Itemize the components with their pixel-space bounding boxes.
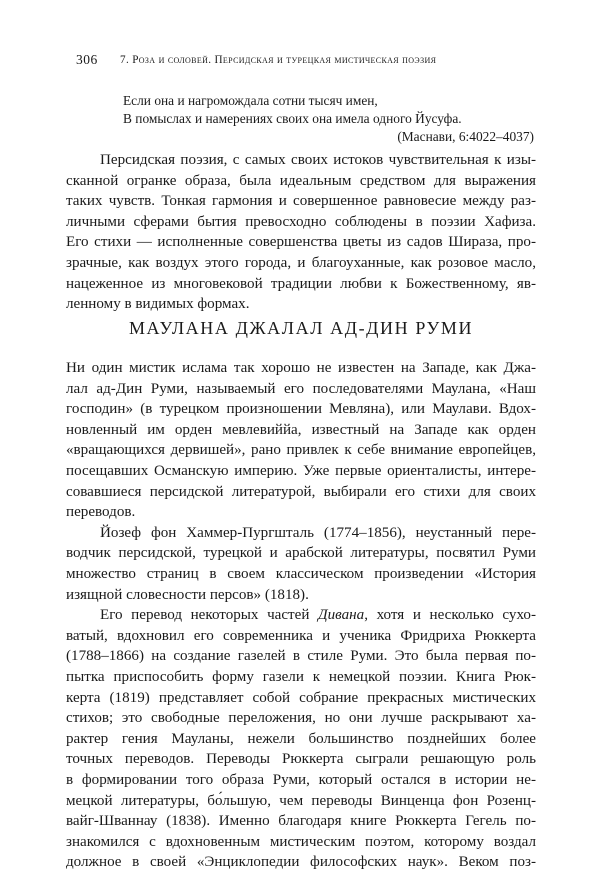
body-paragraph	[66, 605, 536, 873]
text-line: нацеженное из многовековой традиции любви к Божественному, яв-	[66, 275, 536, 292]
text-line: в формировании того образа Руми, который остался в истории не-	[66, 771, 536, 788]
text-line: множество страниц в своем классическом произведении «История	[66, 565, 536, 582]
text-line: ленному в видимых формах.	[66, 296, 250, 313]
text-line: (1788–1866) на создание газелей в стиле Руми. Это была первая по-	[66, 648, 536, 665]
divan-title-italic: Дивана	[318, 607, 365, 624]
body-paragraph	[66, 523, 536, 605]
intro-paragraph	[66, 150, 536, 315]
text-line: переводов.	[66, 504, 136, 521]
text-line: должное в своей «Энциклопедии философских наук». Веком поз-	[66, 854, 536, 871]
text-fragment: Его перевод некоторых частей	[100, 607, 319, 624]
text-line: мецкой литературы, бо́льшую, чем переводы Винценца фон Розенц-	[66, 792, 536, 809]
text-line: пытка приспособить форму газели к немецкой поэзии. Книга Рюк-	[66, 668, 536, 685]
text-line: сканной огранке образа, была идеальным средством для выражения	[66, 172, 536, 189]
text-line: личными сферами бытия превосходно соблюдены в поэзии Хафиза.	[66, 213, 536, 230]
body-paragraph	[66, 358, 536, 523]
text-fragment: , хотя и несколько сухо-	[364, 607, 536, 624]
running-head	[76, 52, 538, 72]
epigraph-source: (Маснави, 6:4022–4037)	[397, 129, 534, 144]
epigraph-line: В помыслах и намерениях своих она имела одного Йусуфа.	[123, 111, 462, 126]
text-line	[66, 605, 536, 626]
text-line: Йозеф фон Хаммер-Пургшталь (1774–1856), неустанный пере-	[100, 524, 536, 541]
text-line: вайг-Шваннау (1838). Именно благодаря книге Рюккерта Гегель по-	[66, 813, 536, 830]
text-line: господин» (в турецком произношении Мевляна), или Маулави. Вдох-	[66, 401, 536, 418]
text-line: рактер гения Мауланы, нежели большинство позднейших более	[66, 730, 536, 747]
text-line: зрачные, как воздух этого города, и благоуханные, как розовое масло,	[66, 254, 536, 271]
chapter-title: 7. Роза и соловей. Персидская и турецкая мистическая поэзия	[120, 54, 437, 66]
text-line: Его стихи — исполненные совершенства цветы из садов Шираза, про-	[66, 234, 536, 251]
text-line: таких чувств. Тонкая гармония и совершенное равновесие между раз-	[66, 193, 536, 210]
text-line: стихов; это свободные переложения, но они лучше раскрывают ха-	[66, 710, 536, 727]
text-line: новленный им орден мевлевиййа, известный на Западе как орден	[66, 421, 536, 438]
text-line: «вращающихся дервишей», рано привлек к себе внимание европейцев,	[66, 442, 536, 459]
text-line: Персидская поэзия, с самых своих истоков чувствительная к изы-	[100, 152, 536, 168]
text-line: ватый, вдохновил его современника и ученика Фридриха Рюккерта	[66, 627, 536, 644]
text-line: керта (1819) представляет собой собрание прекрасных мистических	[66, 689, 536, 706]
text-line: водчик персидской, турецкой и арабской литературы, посвятил Руми	[66, 545, 536, 562]
text-line: Ни один мистик ислама так хорошо не известен на Западе, как Джа-	[66, 360, 536, 376]
epigraph-quote	[123, 92, 534, 146]
text-line: точных переводов. Переводы Рюккерта сыграли решающую роль	[66, 751, 536, 768]
text-line: совавшиеся персидской литературой, выбирали его стихи для своих	[66, 483, 536, 500]
epigraph-line: Если она и нагромождала сотни тысяч имен,	[123, 93, 378, 108]
page-number: 306	[76, 52, 98, 67]
text-line: лал ад-Дин Руми, называемый его последователями Маулана, «Наш	[66, 380, 536, 397]
text-line: посещавших Османскую империю. Уже первые ориенталисты, интере-	[66, 462, 536, 479]
text-line: знакомился с вдохновенным мистическим поэтом, которому воздал	[66, 833, 536, 850]
section-heading: МАУЛАНА ДЖАЛАЛ АД-ДИН РУМИ	[128, 318, 474, 338]
text-line: изящной словесности персов» (1818).	[66, 586, 309, 603]
